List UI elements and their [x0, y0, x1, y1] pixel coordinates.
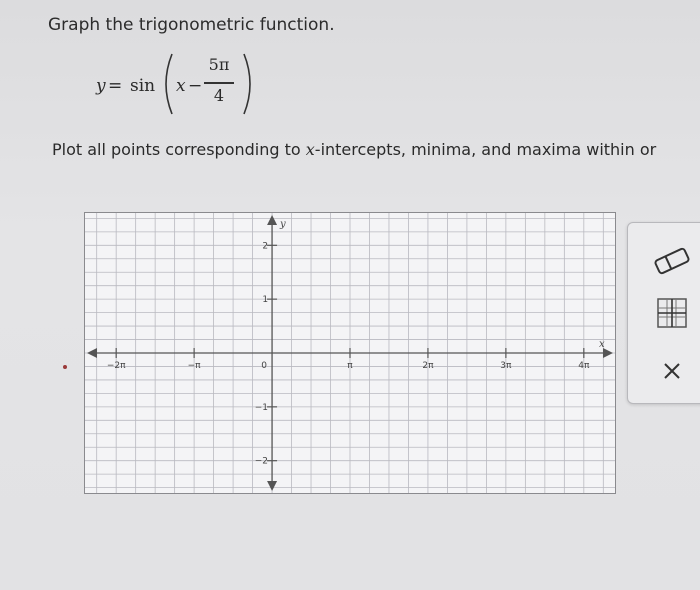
fraction-numerator: 5π: [208, 55, 230, 74]
x-axis-label: x: [599, 339, 605, 350]
y-tick-label: −1: [254, 402, 269, 413]
eraser-icon: [652, 246, 692, 276]
equation-variable: x: [176, 76, 186, 96]
y-tick-label: 1: [262, 295, 269, 306]
y-tick-label: 2: [262, 241, 269, 252]
y-axis-label: y: [280, 219, 286, 230]
graph-panel[interactable]: [84, 212, 616, 494]
close-tool-button[interactable]: [646, 351, 698, 391]
equation-function: sin: [130, 76, 156, 96]
left-paren: [158, 48, 178, 120]
bullet-dot: [63, 365, 67, 369]
x-tick-label: −π: [187, 361, 201, 371]
x-tick-label: 4π: [578, 361, 590, 371]
fraction-denominator: 4: [213, 86, 225, 105]
close-icon: [660, 359, 684, 383]
plot-instruction-before: Plot all points corresponding to: [52, 140, 306, 159]
x-tick-label: 2π: [422, 361, 434, 371]
plot-instruction-after: -intercepts, minima, and maxima within or: [314, 140, 657, 159]
y-tick-label: −2: [254, 456, 269, 467]
equation-equals: =: [108, 76, 123, 96]
x-tick-label: 0: [261, 361, 267, 371]
equation: [96, 48, 296, 120]
graph-help-icon: [655, 296, 689, 330]
problem-instruction: Graph the trigonometric function.: [48, 15, 335, 35]
x-tick-label: 3π: [500, 361, 512, 371]
graph-canvas[interactable]: [85, 213, 615, 493]
graph-help-button[interactable]: [646, 293, 698, 333]
eraser-tool-button[interactable]: [646, 241, 698, 281]
right-paren: [238, 48, 258, 120]
plot-instruction-var: x: [305, 140, 315, 159]
x-tick-label: π: [347, 361, 353, 371]
fraction-bar: [204, 82, 234, 84]
equation-lhs: y: [96, 76, 106, 96]
equation-minus: −: [188, 76, 203, 96]
graph-toolbox: [627, 222, 700, 404]
plot-instruction: [52, 140, 656, 159]
x-tick-label: −2π: [106, 361, 126, 371]
